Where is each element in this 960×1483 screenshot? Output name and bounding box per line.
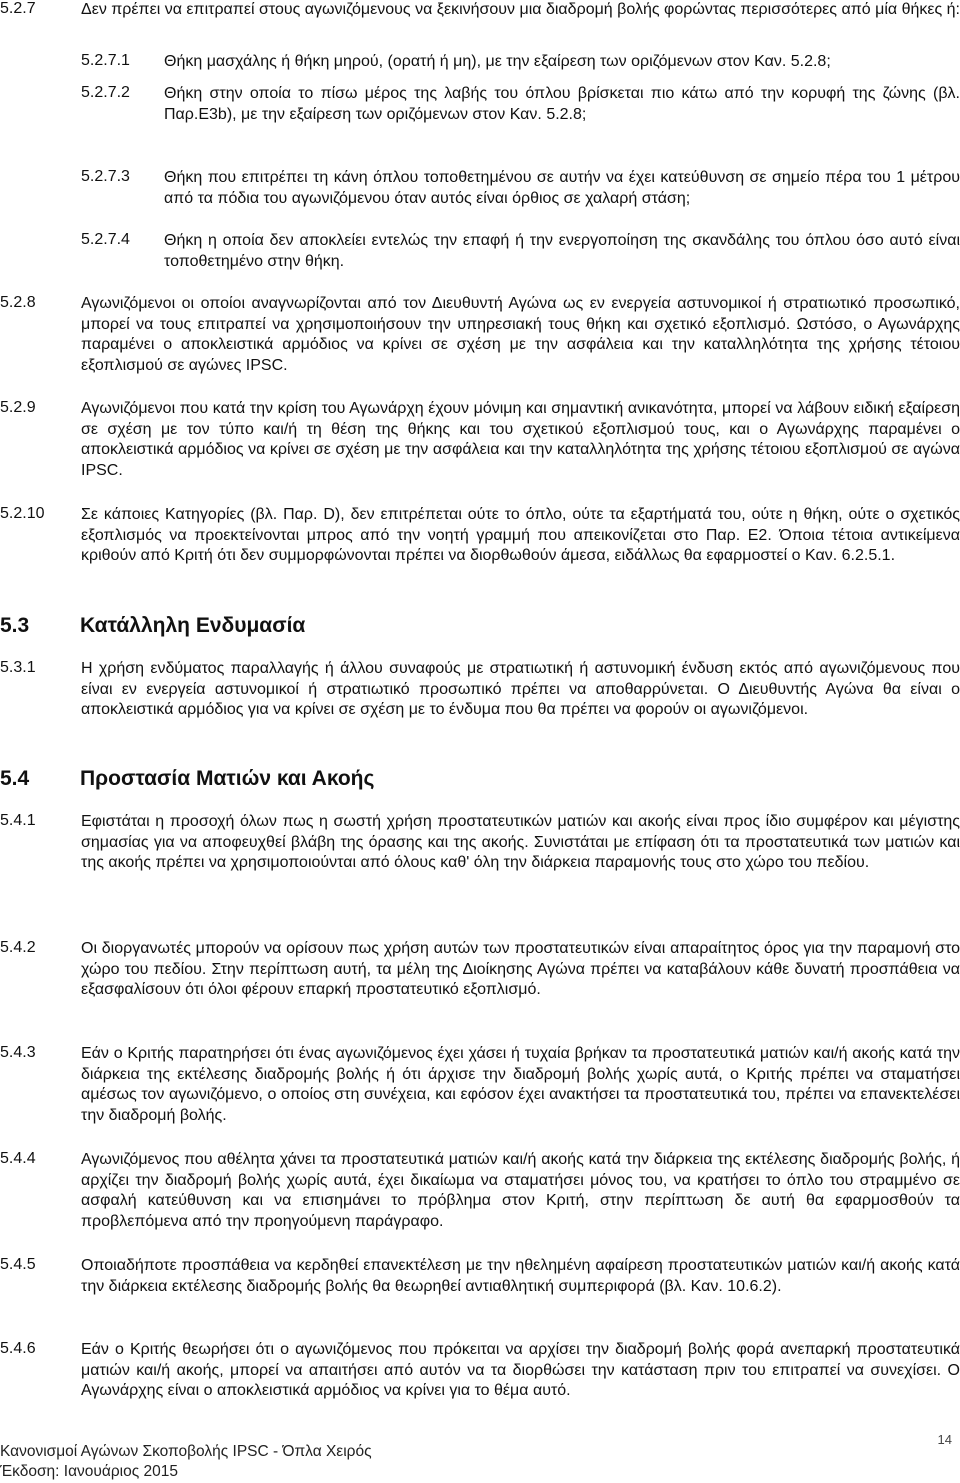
rule-text: Εάν ο Κριτής παρατηρήσει ότι ένας αγωνιζόμενος έχει χάσει ή τυχαία βρήκαν τα προστατευτικά ματιών και/ή ακοής κατά την διάρκεια της εκτέλεσης διαδρομής βολής ή ότι άρχισε την διαδρομή βολής χωρίς αυτά, ο Κριτής πρέπει να σταματήσει αμέσως τον αγωνιζόμενο, ο οποίος στη συνέχεια, και εφόσον έχει ανακτήσει τα προστατευτικά του, πρέπει να επανεκτελέσει την διαδρομή βολής. (81, 1045, 960, 1124)
rule-text: Αγωνιζόμενοι που κατά την κρίση του Αγωνάρχη έχουν μόνιμη και σημαντική ανικανότητα, μπορεί να λάβουν ειδική εξαίρεση σε σχέση με τον τύπο και/ή τη θέση της θήκης και του σχετικού εξοπλισμού τους, και ο Αγωνάρχης παραμένει ο αποκλειστικά αρμόδιος να κρίνει σε σχέση με την ασφάλεια και την καταλληλότητα της χρήσης τέτοιου εξοπλισμού σε αγώνα IPSC. (81, 400, 960, 479)
rule-text: Θήκη στην οποία το πίσω μέρος της λαβής του όπλου βρίσκεται πιο κάτω από την κορυφή της ζώνης (βλ. Παρ.Ε3b), με την εξαίρεση των οριζόμενων στον Καν. 5.2.8; (164, 85, 960, 123)
rule-text: Θήκη μασχάλης ή θήκη μηρού, (ορατή ή μη), με την εξαίρεση των οριζόμενων στον Καν. 5.2.8; (164, 53, 831, 70)
rule-text: Εφιστάται η προσοχή όλων πως η σωστή χρήση προστατευτικών ματιών και ακοής είναι προς ίδιο συμφέρον και μέγιστης σημασίας για να αποφευχθεί βλάβη της όρασης και της ακοής. Συνιστάται με επίφαση ότι τα προστατευτικά των ματιών και της ακοής πρέπει να χρησιμοποιούνται από όλους καθ' όλη την διάρκεια παραμονής τους στο χώρο του πεδίου. (81, 813, 960, 871)
rule-number: 5.2.7.4 (81, 231, 130, 248)
rule-number: 5.2.10 (0, 505, 45, 522)
rule-number: 5.2.7.3 (81, 168, 130, 185)
rule-text: Σε κάποιες Κατηγορίες (βλ. Παρ. D), δεν επιτρέπεται ούτε το όπλο, ούτε τα εξαρτήματά του, ούτε η θήκη, ούτε ο σχετικός εξοπλισμός να προεκτείνονται μπρος από την νοητή γραμμή που απεικονίζεται στο Παρ. Ε2. Όποια τέτοια αντικείμενα κριθούν από Κριτή ότι δεν συμμορφώνονται πρέπει να διορθωθούν άμεσα, ειδάλλως θα εφαρμοστεί ο Καν. 6.2.5.1. (81, 506, 960, 564)
rule-number: 5.4.5 (0, 1256, 36, 1273)
rule-text: Οι διοργανωτές μπορούν να ορίσουν πως χρήση αυτών των προστατευτικών είναι απαραίτητος όρος για την παραμονή στο χώρο του πεδίου. Στην περίπτωση αυτή, τα μέλη της Διοίκησης Αγώνα πρέπει να καταβάλουν κάθε δυνατή προσπάθεια να εξασφαλίσουν ότι όλοι φέρουν επαρκή προστατευτικό εξοπλισμό. (81, 940, 960, 998)
rule-number: 5.3.1 (0, 659, 36, 676)
rule-text: Η χρήση ενδύματος παραλλαγής ή άλλου συναφούς με στρατιωτική ή αστυνομική ένδυση εκτός από αγωνιζόμενους που είναι εν ενεργεία αστυνομικοί ή στρατιωτικό προσωπικό πρέπει να αποθαρρύνεται. Ο Διευθυντής Αγώνα θα είναι ο αποκλειστικά αρμόδιος για να κρίνει σε σχέση με το ένδυμα που θα πρέπει να φορούν οι αγωνιζόμενοι. (81, 660, 960, 718)
section-title: Προστασία Ματιών και Ακοής (80, 767, 375, 790)
rule-text: Εάν ο Κριτής θεωρήσει ότι ο αγωνιζόμενος που πρόκειται να αρχίσει την διαδρομή βολής φορά ανεπαρκή προστατευτικά ματιών και/ή ακοής, μπορεί να απαιτήσει από αυτόν να τα διορθώσει την κατάσταση πριν του επιτραπεί να συνεχίσει. Ο Αγωνάρχης είναι ο αποκλειστικά αρμόδιος να κρίνει για το θέμα αυτό. (81, 1341, 960, 1399)
rule-number: 5.4.4 (0, 1150, 36, 1167)
section-number: 5.3 (0, 614, 30, 637)
rule-number: 5.2.7.2 (81, 84, 130, 101)
rule-number: 5.4.2 (0, 939, 36, 956)
rule-number: 5.2.8 (0, 294, 36, 311)
rule-text: Θήκη που επιτρέπει τη κάνη όπλου τοποθετημένου σε αυτήν να έχει κατεύθυνση σε σημείο πέρα του 1 μέτρου από τα πόδια του αγωνιζόμενου όταν αυτός είναι όρθιος σε χαλαρή στάση; (164, 169, 960, 207)
rule-text: Οποιαδήποτε προσπάθεια να κερδηθεί επανεκτέλεση με την ηθελημένη αφαίρεση προστατευτικών ματιών και/ή ακοής κατά την διάρκεια εκτέλεσης διαδρομής βολής θα θεωρηθεί αντιαθλητική συμπεριφορά (βλ. Καν. 10.6.2). (81, 1257, 960, 1295)
section-title: Κατάλληλη Ενδυμασία (80, 614, 306, 637)
rule-text: Θήκη η οποία δεν αποκλείει εντελώς την επαφή ή την ενεργοποίηση της σκανδάλης του όπλου όσο αυτό είναι τοποθετημένο στην θήκη. (164, 232, 960, 270)
page-number: 14 (937, 1432, 952, 1447)
rule-text: Αγωνιζόμενοι οι οποίοι αναγνωρίζονται από τον Διευθυντή Αγώνα ως εν ενεργεία αστυνομικοί ή στρατιωτικό προσωπικό, μπορεί να τους επιτραπεί να χρησιμοποιήσουν την υπηρεσιακή τους θήκη και σχετικό εξοπλισμό. Ωστόσο, ο Αγωνάρχης παραμένει ο αποκλειστικά αρμόδιος να κρίνει σε σχέση με την ασφάλεια και την καταλληλότητα της χρήσης τέτοιου εξοπλισμού σε αγώνες IPSC. (81, 295, 960, 374)
section-number: 5.4 (0, 767, 30, 790)
rule-number: 5.4.1 (0, 812, 36, 829)
rule-number: 5.2.9 (0, 399, 36, 416)
footer-title: Κανονισμοί Αγώνων Σκοποβολής IPSC - Όπλα Χειρός (0, 1443, 372, 1460)
rule-number: 5.2.7.1 (81, 52, 130, 69)
rule-number: 5.4.3 (0, 1044, 36, 1061)
rule-text: Δεν πρέπει να επιτραπεί στους αγωνιζόμενους να ξεκινήσουν μια διαδρομή βολής φορώντας περισσότερες από μία θήκες ή: (81, 1, 960, 18)
rule-number: 5.2.7 (0, 0, 36, 17)
rule-number: 5.4.6 (0, 1340, 36, 1357)
footer-edition: Έκδοση: Ιανουάριος 2015 (0, 1463, 178, 1480)
rule-text: Αγωνιζόμενος που αθέλητα χάνει τα προστατευτικά ματιών και/ή ακοής κατά την διάρκεια της εκτέλεσης διαδρομής βολής, ή αρχίζει την διαδρομή βολής χωρίς αυτά, έχει δικαίωμα να σταματήσει μόνος του, να κρατήσει το όπλο του στραμμένο σε ασφαλή κατεύθυνση και να επισημάνει το πρόβλημα στον Κριτή, στην περίπτωση δε αυτή θα εφαρμοσθούν τα προβλεπόμενα από την προηγούμενη παράγραφο. (81, 1151, 960, 1230)
